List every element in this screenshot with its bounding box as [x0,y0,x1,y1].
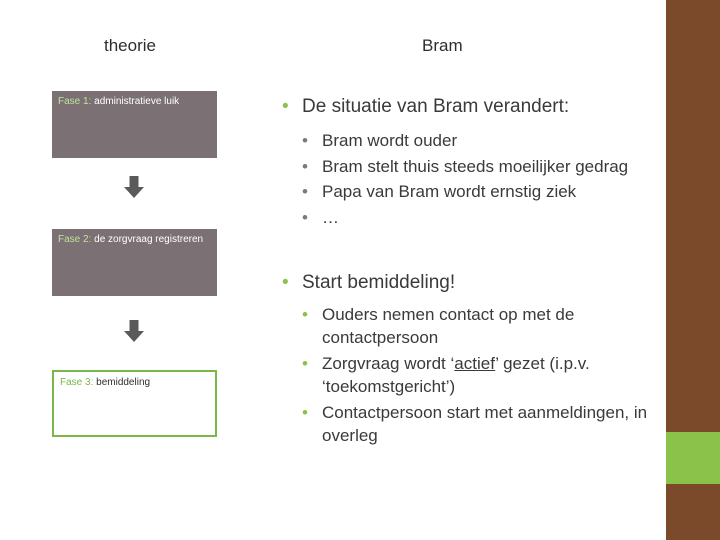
phase-2-text: de zorgvraag registreren [91,234,204,245]
phase-box-2 [52,229,217,296]
phase-box-1 [52,91,217,158]
section-1-list [282,96,569,118]
list-item: • Papa van Bram wordt ernstig ziek [302,179,628,205]
list-item: • Contactpersoon start met aanmeldingen, in overleg [302,401,662,447]
section-2-list [282,272,455,294]
item2-underlined: actief [454,354,496,373]
phase-3-number: Fase 3: [60,377,94,388]
section-1-items [302,128,628,230]
list-item: • Bram wordt ouder [302,128,628,154]
list-item [302,352,662,398]
phase-3-text: bemiddeling [93,377,151,388]
list-item: • Ouders nemen contact op met de contactpersoon [302,303,662,349]
item2-post: ’ gezet (i.p.v. ‘toekomstgericht’) [322,354,590,396]
heading-theorie: theorie [104,36,156,55]
phase-1-text: administratieve luik [91,96,180,107]
list-item: • … [302,205,628,231]
heading-bram: Bram [422,36,463,55]
strip-brown-top [666,0,720,432]
list-item: • Bram stelt thuis steeds moeilijker gedrag [302,154,628,180]
strip-green [666,432,720,484]
phase-2-number: Fase 2: [58,234,92,245]
phase-1-number: Fase 1: [58,96,92,107]
decorative-strip [666,0,720,540]
section-1-title: • De situatie van Bram verandert: [282,96,569,118]
down-arrow-icon [124,320,144,342]
item2-pre: Zorgvraag wordt ‘ [322,354,455,373]
strip-brown-bottom [666,484,720,540]
down-arrow-icon [124,176,144,198]
section-2-title: • Start bemiddeling! [282,272,455,294]
phase-box-3 [52,370,217,437]
section-2-items [302,303,662,450]
